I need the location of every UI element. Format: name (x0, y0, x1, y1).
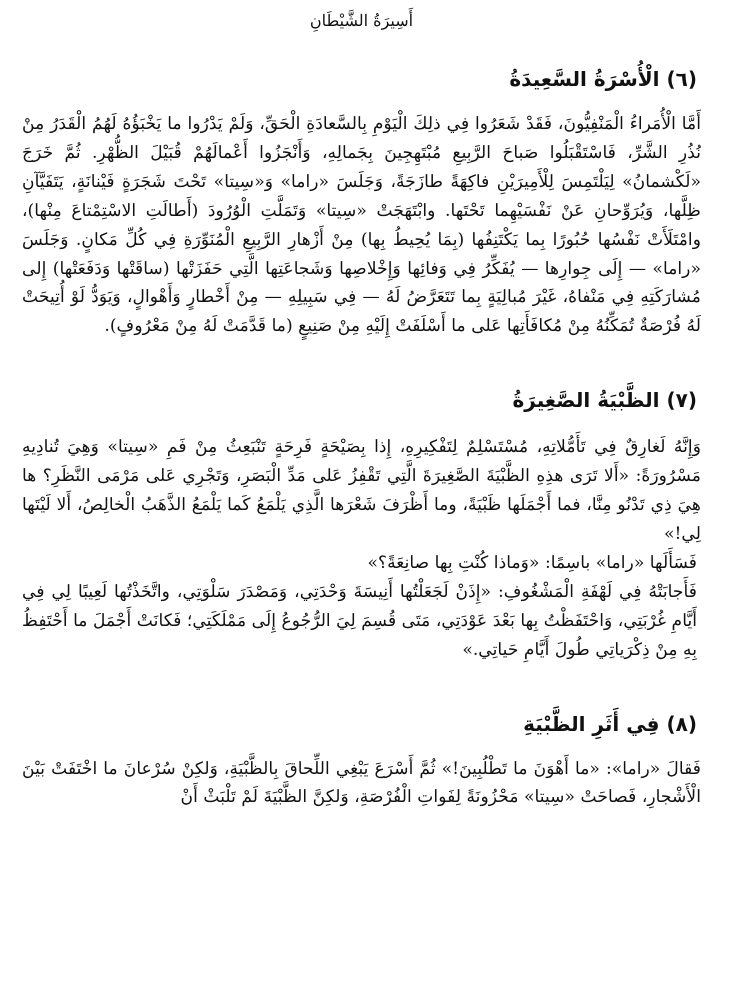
paragraph: وَإِنَّهُ لَغارِقٌ فِي تَأَمُّلاتِهِ، مُسْتَسْلِمٌ لِتَفْكِيرِهِ، إِذا بِصَيْحَةٍ فَرِحَةٍ تَنْبَعِثُ مِنْ فَمِ «سِيتا» وَهِيَ تُنادِيهِ مَسْرُورَةً: «أَلا تَرَى هذِهِ الظَّبْيَةَ الصَّغِيرَةَ الَّتِي تَقْفِزُ عَلى مَدِّ الْبَصَرِ، وَتَجْرِي عَلى مَرْمَى النَّظَرِ؟ ها هِيَ ذِي تَدْنُو مِنَّا، فما أَجْمَلَها ظَبْيَةً، وما أَظْرَفَ شَعْرَها الَّذِي يَلْمَعُ كَما يَلْمَعُ الذَّهَبُ الْخالِصُ، أَلا لَيْتَها لِي!» (22, 437, 701, 544)
section-heading-little-gazelle: (٧) الظَّبْيَةُ الصَّغِيرَةُ (512, 388, 697, 413)
paragraph: فَقالَ «راما»: «ما أَهْوَنَ ما تَطْلُبِينَ!» ثُمَّ أَسْرَعَ يَبْغِي اللِّحاقَ بِالظَّبْيَةِ، وَلكِنْ سُرْعانَ ما اخْتَفَتْ بَيْنَ الْأَشْجارِ، فَصاحَتْ «سِيتا» مَحْزُونَةً لِفَواتِ الْفُرْصَةِ، وَلكِنَّ الظَّبْيَةَ لَمْ تَلْبَثْ أَنْ (22, 758, 701, 808)
paragraph: فَأَجابَتْهُ فِي لَهْفَةِ الْمَشْغُوفِ: «إِذَنْ لَجَعَلْتُها أَنِيسَةَ وَحْدَتِي، وَمَصْدَرَ سَلْوَتِي، واتَّخَذْتُها لَعِيبًا لِي فِي أَيَّامِ غُرْبَتِي، وَاحْتَفَظْتُ بِها بَعْدَ عَوْدَتِي، مَتَى قُسِمَ لِيَ الرُّجُوعُ إِلَى مَمْلَكَتِي؛ فَكانَتْ أَجْمَلَ ما أَحْتَفِظُ بِهِ مِنْ ذِكْرَياتِي طُولَ أَيَّامِ حَياتِي.» (22, 581, 697, 660)
paragraph: أَمَّا الْأُمَراءُ الْمَنْفِيُّونَ، فَقَدْ شَعَرُوا فِي ذلِكَ الْيَوْمِ بِالسَّعادَةِ الْحَقِّ، وَلَمْ يَدْرُوا ما يَخْبَؤُهُ لَهُمُ الْقَدَرُ مِنْ نُذُرِ الشَّرِّ، فَاسْتَقْبَلُوا صَباحَ الرَّبِيعِ مُبْتَهِجِينَ بِجَمالِهِ، وَأَنْجَزُوا أَعْمالَهُمْ قُبَيْلَ الظُّهْرِ. ثُمَّ خَرَجَ «لَكْشمانُ» لِيَلْتَمِسَ لِلْأَمِيرَيْنِ فاكِهَةً طازَجَةً، وَجَلَسَ «راما» وَ«سِيتا» تَحْتَ شَجَرَةٍ فَيْنانَةٍ، يَتَفَيَّآنِ ظِلَّها، وَيُرَوِّحانِ عَنْ نَفْسَيْهِما تَحْتَها. وابْتَهَجَتْ «سِيتا» وَتَمَلَّتِ الْوُرُودَ (أَطالَتِ الاسْتِمْتاعَ مِنْها)، وامْتَلَأَتْ نَفْسُها حُبُورًا بِما يَكْتَنِفُها (بِمَا يُحِيطُ بِها) مِنْ أَزْهارِ الرَّبِيعِ الْمُنَوِّرَةِ فِي كُلِّ مَكانٍ. وَجَلَسَ «راما» — إِلَى جِوارِها — يُفَكِّرُ فِي وَفائِها وَإِخْلاصِها وَشَجاعَتِها الَّتِي حَفَزَتْها (ساقَتْها وَدَفَعَتْها) إِلى مُشارَكَتِهِ فِي مَنْفاهُ، غَيْرَ مُبالِيَةٍ بِما تَتَعَرَّضُ لَهُ — فِي سَبِيلِهِ — مِنْ أَخْطارٍ وَأَهْوالٍ، وَيَوَدُّ لَوْ أُتِيحَتْ لَهُ فُرْصَةٌ تُمَكِّنُهُ مِنْ مُكافَأَتِها عَلى ما أَسْلَفَتْ إِلَيْهِ مِنْ صَنِيعٍ (ما قَدَّمَتْ لَهُ مِنْ مَعْرُوفٍ). (22, 114, 701, 337)
section-heading-tracking-gazelle: (٨) فِي أَثَرِ الظَّبْيَةِ (523, 711, 697, 736)
paragraph: فَسَأَلَها «راما» باسِمًا: «وَماذا كُنْتِ بِها صانِعَةً؟» (367, 552, 697, 573)
running-head: أَسِيرَةُ الشَّيْطَانِ (309, 11, 414, 30)
section-heading-happy-family: (٦) الْأُسْرَةُ السَّعِيدَةُ (509, 67, 697, 91)
